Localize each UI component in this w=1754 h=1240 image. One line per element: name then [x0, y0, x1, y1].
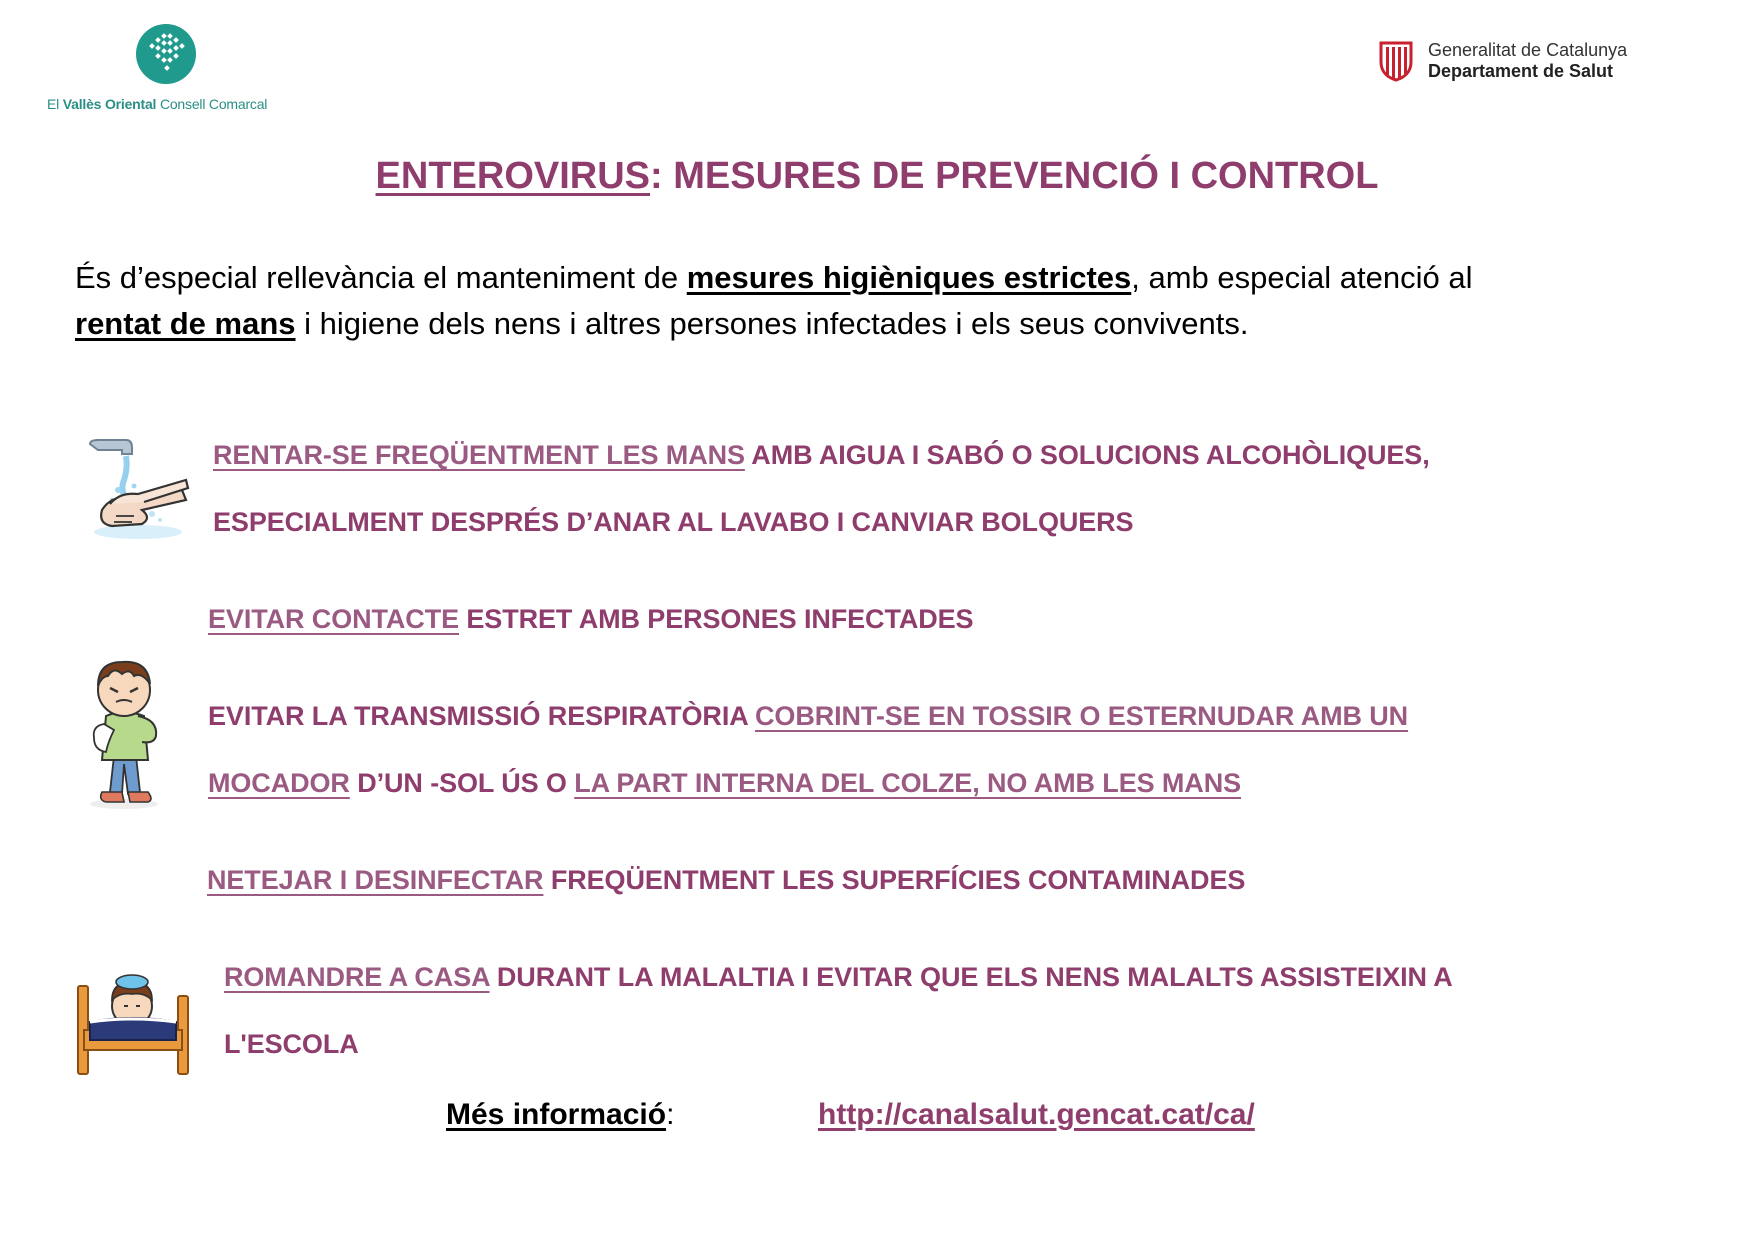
logo-text-suffix: Consell Comarcal: [156, 96, 268, 112]
measure-3-highlight: COBRINT-SE EN TOSSIR O ESTERNUDAR AMB UN: [755, 701, 1409, 731]
measure-1-line-1: [213, 440, 1430, 471]
measure-1-highlight: RENTAR-SE FREQÜENTMENT LES MANS: [213, 440, 745, 470]
intro-text: , amb especial atenció al: [1131, 260, 1473, 295]
valles-oriental-wordmark: [47, 96, 267, 112]
logo-text-name: Vallès Oriental: [62, 96, 157, 112]
measure-3-highlight: LA PART INTERNA DEL COLZE, NO AMB LES MANS: [574, 768, 1242, 798]
intro-text: És d’especial rellevància el manteniment de: [75, 260, 687, 295]
measure-5-highlight: ROMANDRE A CASA: [224, 962, 490, 992]
title-rest: : MESURES DE PREVENCIÓ I CONTROL: [650, 155, 1379, 197]
intro-emphasis: mesures higièniques estrictes: [686, 260, 1132, 295]
measure-3-line-2: [208, 768, 1241, 799]
measure-2-highlight: EVITAR CONTACTE: [208, 604, 459, 634]
intro-paragraph: [75, 255, 1635, 347]
valles-oriental-logo: [40, 22, 290, 122]
more-info-text: Més informació: [446, 1098, 667, 1131]
sick-child-in-bed-illustration: [74, 960, 194, 1076]
measure-2-text: ESTRET AMB PERSONES INFECTADES: [459, 604, 974, 634]
hand-washing-illustration: [82, 438, 194, 542]
measure-3-text: EVITAR LA TRANSMISSIÓ RESPIRATÒRIA: [208, 701, 756, 731]
measure-3-highlight: MOCADOR: [208, 768, 350, 798]
measure-3-line-1: [208, 701, 1408, 732]
measure-4-text: FREQÜENTMENT LES SUPERFÍCIES CONTAMINADES: [543, 865, 1246, 895]
generalitat-emblem-icon: [1378, 40, 1414, 82]
measure-3-text: D’UN -SOL ÚS O: [349, 768, 575, 798]
generalitat-logo: [1378, 40, 1678, 90]
generalitat-name: Generalitat de Catalunya: [1428, 40, 1628, 60]
intro-text: i higiene dels nens i altres persones infectades i els seus convivents.: [295, 306, 1249, 341]
measure-4: [207, 865, 1245, 896]
measure-4-highlight: NETEJAR I DESINFECTAR: [207, 865, 544, 895]
valles-oriental-emblem-icon: [136, 24, 196, 84]
more-info-label: [446, 1098, 674, 1132]
canal-salut-link[interactable]: http://canalsalut.gencat.cat/ca/: [818, 1098, 1255, 1131]
logo-text-prefix: El: [47, 96, 63, 112]
page-title: [0, 155, 1754, 198]
measure-1-line-2: ESPECIALMENT DESPRÉS D’ANAR AL LAVABO I CANVIAR BOLQUERS: [213, 507, 1134, 537]
measure-2: [208, 604, 973, 635]
sneezing-child-illustration: [76, 654, 176, 810]
measure-5-line-2: L'ESCOLA: [224, 1029, 359, 1059]
intro-emphasis: rentat de mans: [75, 306, 296, 341]
measure-5-line-1: [224, 962, 1453, 993]
measure-1-text: AMB AIGUA I SABÓ O SOLUCIONS ALCOHÒLIQUES,: [744, 440, 1430, 470]
title-highlight: ENTEROVIRUS: [375, 155, 651, 197]
measure-5-text: DURANT LA MALALTIA I EVITAR QUE ELS NENS MALALTS ASSISTEIXIN A: [489, 962, 1453, 992]
more-info-colon: :: [666, 1098, 675, 1131]
department-name: Departament de Salut: [1428, 61, 1614, 81]
